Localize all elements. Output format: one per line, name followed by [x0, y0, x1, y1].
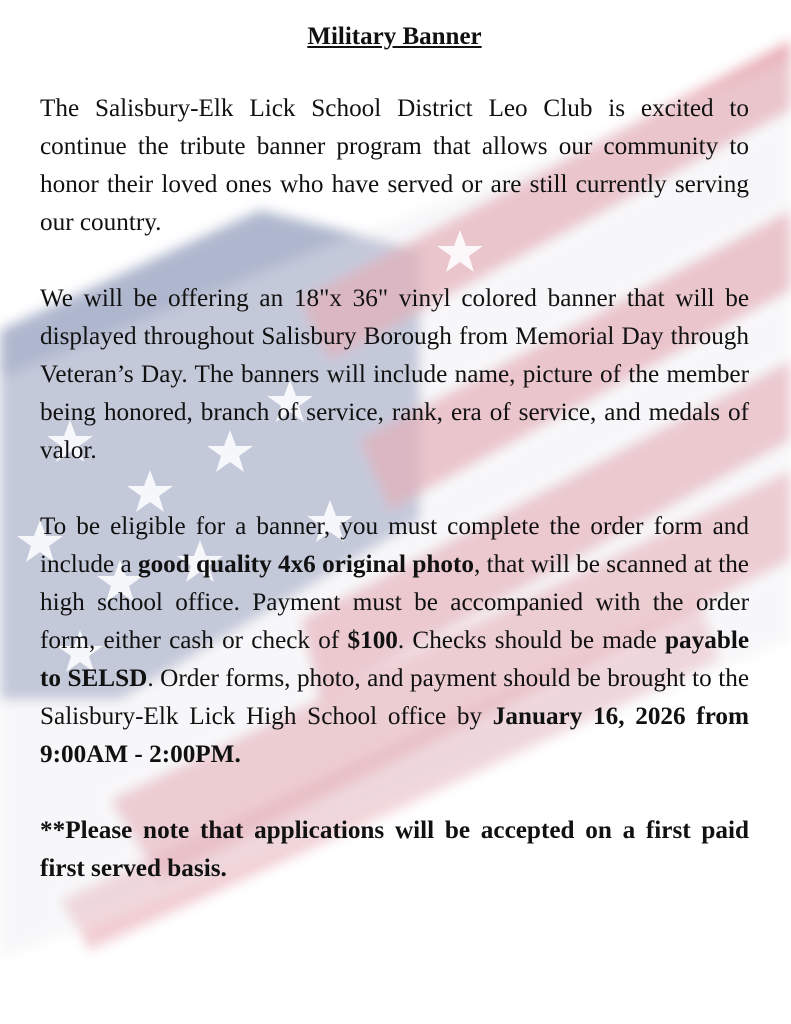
- banner-details-paragraph: We will be offering an 18"x 36" vinyl colored banner that will be displayed throughout Salisbury Borough from Memorial Day through Veteran’s Day. The banners will include name, picture of the member being honored, branch of service, rank, era of service, and medals of valor.: [40, 285, 749, 464]
- payable-to: payable to SELSD: [40, 627, 750, 692]
- eligibility-text-4: . Order forms, photo, and payment should be brought to the Salisbury-Elk Lick High School office by: [40, 665, 749, 730]
- submission-deadline: January 16, 2026 from 9:00AM - 2:00PM.: [40, 703, 749, 768]
- page-title: Military Banner: [307, 23, 482, 50]
- photo-requirement: good quality 4x6 original photo: [137, 551, 474, 578]
- eligibility-text-3: . Checks should be made: [397, 627, 666, 654]
- intro-paragraph: The Salisbury-Elk Lick School District Leo Club is excited to continue the tribute banner program that allows our community to honor their loved ones who have served or are still currently serving our country.: [40, 95, 749, 236]
- payment-amount: $100: [347, 627, 398, 654]
- first-paid-note: **Please note that applications will be accepted on a first paid first served basis.: [40, 817, 749, 882]
- eligibility-paragraph: [40, 508, 749, 774]
- eligibility-text-1: To be eligible for a banner, you must complete the order form and include a: [40, 513, 749, 578]
- eligibility-text-2: , that will be scanned at the high school office. Payment must be accompanied with the order form, either cash or check of: [40, 551, 749, 654]
